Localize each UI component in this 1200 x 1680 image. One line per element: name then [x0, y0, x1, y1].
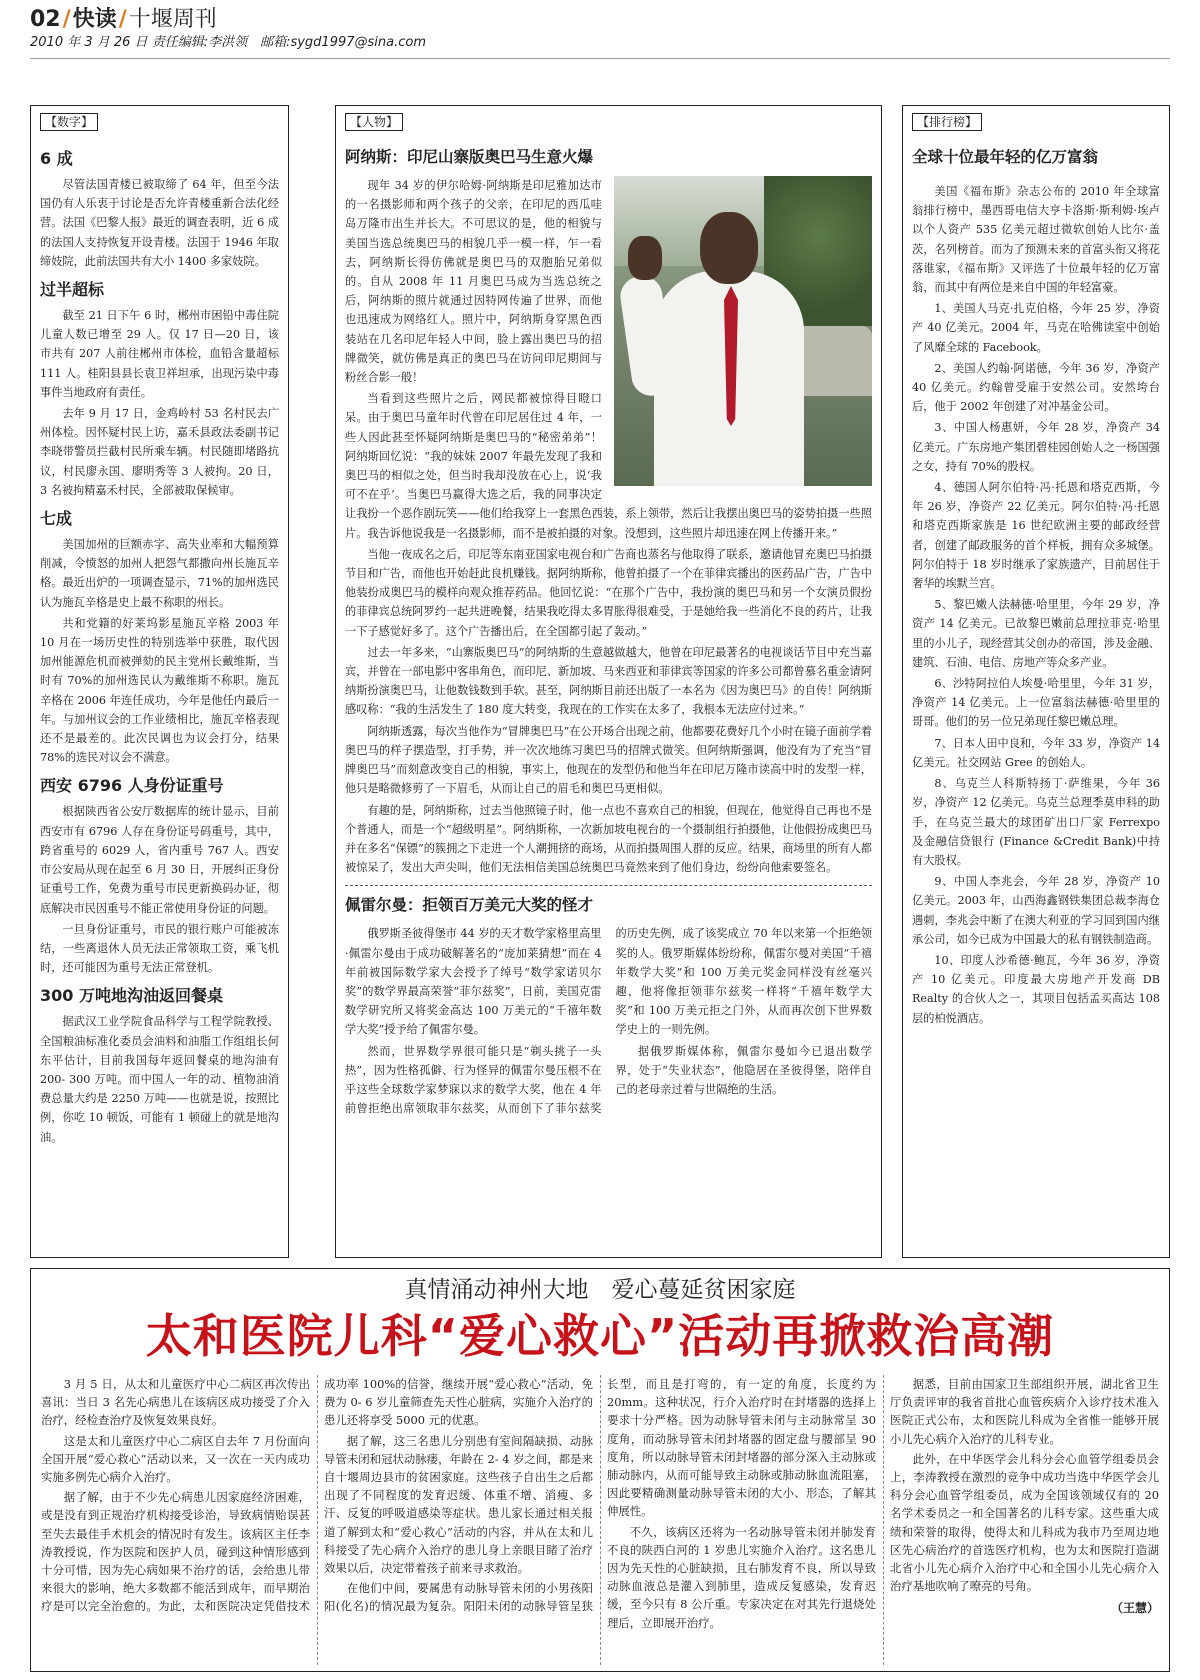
hospital-feature — [30, 1268, 1170, 1672]
news-photo — [614, 176, 872, 486]
paragraph: 8、乌克兰人科斯特扬丁·萨维果，今年 36 岁，净资产 12 亿美元。乌克兰总理季莫申科的助手，在乌克兰最大的球团矿出口厂家 Ferrexpo 及金融信贷银行 (Finance &Credit Bank)中持有大股权。 — [912, 777, 1160, 867]
people-column — [335, 105, 882, 1258]
paragraph: 5、黎巴嫩人法赫德·哈里里，今年 29 岁，净资产 14 亿美元。已故黎巴嫩前总理拉菲克·哈里里的小儿子，现经营其父创办的帝国，涉及金融、建筑、石油、电信、房地产等众多产业。 — [912, 598, 1160, 669]
paragraph: 3、中国人杨惠妍，今年 28 岁，净资产 34 亿美元。广东房地产集团碧桂园创始人之一杨国强之女，持有 70%的股权。 — [912, 421, 1160, 473]
paragraph: 尽管法国青楼已被取缔了 64 年，但至今法国仍有人乐衷于讨论是否允许青楼重新合法化经营。法国《巴黎人报》最近的调查表明，近 6 成的法国人支持恢复开设青楼。法国于 1946 年取缔妓院，此前法国共有大小 1400 多家妓院。 — [40, 178, 279, 268]
paragraph: 当看到这些照片之后，网民都被惊得目瞪口呆。由于奥巴马童年时代曾在印尼居住过 4 年，一些人因此甚至怀疑阿纳斯是奥巴马的“秘密弟弟”！阿纳斯回忆说：“我的妹妹 2007 年最先发现了我和奥巴马的相似之处，但当时我却没放在心上，说‘我可不在乎’。当奥巴马赢得大选之后，我的同事决定让我扮一个恶作剧玩笑——他们给我穿上一套黑色西装，系上领带，然后让我摆出奥巴马的姿势拍摄一些照片。我告诉他说我是一名摄影师，而不是被拍摄的对象。没想到，这些照片却迅速在网上传播开来。” — [345, 392, 872, 540]
item-headline: 300 万吨地沟油返回餐桌 — [40, 986, 223, 1006]
section-tag: 【数字】 — [40, 113, 98, 131]
paragraph: 去年 9 月 17 日，金鸡岭村 53 名村民去广州体检。因怀疑村民上访，嘉禾县政法委副书记李晓带警员拦截村民所乘车辆。村民随即堵路抗议，村民廖永国、廖明秀等 3 人被拘。20 日，3 名被拘精嘉禾村民，全部被取保候审。 — [40, 407, 279, 497]
ranking-headline: 全球十位最年轻的亿万富翁 — [912, 148, 1099, 166]
paragraph: 2、美国人约翰·阿诺德，今年 36 岁，净资产 40 亿美元。约翰曾受雇于安然公司。安然垮台后，他于 2002 年创建了对冲基金公司。 — [912, 361, 1160, 414]
author-byline: （王慧） — [1110, 1601, 1159, 1616]
item-headline: 6 成 — [40, 149, 73, 168]
paragraph: 在他们中间，要属患有动脉导管未闭的小男孩阳阳(化名)的情况最为复杂。阳阳未闭的动脉导管呈狭长型，而且是打弯的，有一定的角度，长度约为 20mm。这种状况，行介入治疗时在封堵器的选择上要求十分严格。因为动脉导管未闭与主动脉常呈 30 度角，而动脉导管未闭封堵器的固定盘与腰部呈 90 度角，所以动脉导管未闭封堵器的部分深入主动脉或肺动脉内，从而可能导致主动脉或肺动脉血流阻塞，因此要精确测量动脉导管未闭的大小、形态，了解其伸展性。 — [324, 1377, 876, 1614]
item-headline: 西安 6796 人身份证重号 — [40, 776, 224, 796]
ranking-content — [912, 140, 1160, 1249]
paragraph: 当他一夜成名之后，印尼等东南亚国家电视台和广告商也蒸名与他取得了联系，邀请他冒充奥巴马拍摄节目和广告，而他也开始赶此良机赚钱。据阿纳斯称，他曾拍摄了一个在菲律宾播出的医药品广告，广告中他装扮成奥巴马的模样向观众推荐药品。他回忆说：“在那个广告中，我扮演的奥巴马和另一个女演员假扮的菲律宾总统阿罗约一起共进晚餐，结果我吃得太多胃胀得很难受，于是她给我一些消化不良的药片，让我一下子感觉好多了。这个广告播出后，在全国都引起了轰动。” — [345, 547, 872, 638]
issue-info: 2010 年 3 月 26 日 责任编辑:李洪领 邮箱:sygd1997@sina.com — [30, 35, 426, 50]
paragraph: 7、日本人田中良和，今年 33 岁，净资产 14 亿美元。社交网站 Gree 的创始人。 — [912, 736, 1160, 769]
paragraph: 有趣的是，阿纳斯称，过去当他照镜子时，他一点也不喜欢自己的相貌，但现在，他觉得自己再也不是个普通人，而是一个“超级明星”。阿纳斯称，一次新加坡电视台的一个摄制组行拍摄他，让他假扮成奥巴马并在多名“保镖”的簇拥之下走进一个人潮拥挤的商场，从而拍摄周围人群的反应。结果，商场里的所有人都被惊呆了，发出大声尖叫，他们无法相信美国总统奥巴马竟然来到了他们身边，纷纷向他索要签名。 — [345, 803, 872, 875]
ranking-column — [902, 105, 1170, 1258]
paragraph: 不久，该病区还将为一名动脉导管未闭并肺发育不良的陕西白河的 1 岁患儿实施介入治疗。这名患儿因为先天性的心脏缺损，且右肺发育不良，所以导致动脉血液总是灌入到肺里，造成反复感染，发育迟缓，至今只有 8 公斤重。专家决定在对其先行退烧处理后，立即展开治疗。 — [607, 1524, 876, 1630]
story-divider — [345, 885, 872, 886]
paragraph: 截至 21 日下午 6 时，郴州市困铅中毒住院儿童人数已增至 29 人。仅 17 日—20 日，该市共有 207 人前往郴州市体检，血铅含量超标 111 人。桂阳县县长袁卫祥坦承，出现污染中毒事件当地政府有责任。 — [40, 309, 279, 399]
section-tag: 【排行榜】 — [912, 113, 982, 131]
feature-headline: 太和医院儿科“爱心救心”活动再掀救治高潮 — [145, 1309, 1055, 1363]
feature-subtitle: 真情涌动神州大地 爱心蔓延贫困家庭 — [404, 1277, 796, 1303]
numbers-column — [30, 105, 289, 1258]
feature-body — [41, 1375, 1159, 1665]
paragraph: 9、中国人李兆会，今年 28 岁，净资产 10 亿美元。2003 年，山西海鑫钢铁集团总裁李海仓遇刺，李兆会中断了在澳大利亚的学习回到国内继承公司，如今已成为中国最大的私有钢铁制造商。 — [912, 875, 1160, 946]
paragraph: 阿纳斯透露，每次当他作为“冒牌奥巴马”在公开场合出现之前，他都要花费好几个小时在镜子面前学着奥巴马的样子摆造型，打手势，并一次次地练习奥巴马的招牌式微笑。但阿纳斯强调，他没有为了充当“冒牌奥巴马”而刻意改变自己的相貌，事实上，他现在的发型仍和他当年在印尼万隆市读高中时的发型一样，他只是略微修剪了一下眉毛，从而让自己的眉毛和奥巴马更相似。 — [345, 724, 872, 796]
paragraph: 据俄罗斯媒体称，佩雷尔曼如今已退出数学界，处于“失业状态”，他隐居在圣彼得堡，陪伴自己的老母亲过着与世隔绝的生活。 — [615, 1044, 872, 1096]
people-content — [345, 140, 872, 1249]
paragraph: 然而，世界数学界很可能只是“剃头挑子一头热”，因为性格孤僻、行为怪异的佩雷尔曼压根不在乎这些全球数学家梦寐以求的数学大奖，他在 4 年前曾拒绝出席领取菲尔兹奖，从而创下了菲尔兹奖的历史先例，成了该奖成立 70 年以来第一个拒绝领奖的人。俄罗斯媒体纷纷称，佩雷尔曼对美国“千禧年数学大奖”和 100 万美元奖金同样没有丝毫兴趣，他将像拒领菲尔兹奖一样将“千禧年数学大奖”和 100 万美元拒之门外，从而再次创下世界数学史上的一则先例。 — [345, 927, 872, 1116]
section-name: 快读 — [72, 7, 117, 32]
paragraph: 4、德国人阿尔伯特·冯·托恩和塔克西斯，今年 26 岁，净资产 22 亿美元。阿尔伯特·冯·托恩和塔克西斯家族是 16 世纪欧洲主要的邮政经营者，创建了邮政服务的首个样板，拥有众多城堡。阿尔伯特于 18 岁时继承了家族遗产，目前居住于奢华的埃默兰宫。 — [912, 481, 1160, 591]
paragraph: 据了解，这三名患儿分别患有室间隔缺损、动脉导管未闭和冠状动脉瘘，年龄在 2- 4 岁之间，都是来自十堰周边县市的贫困家庭。这些孩子自出生之后都出现了不同程度的发育迟缓、体重不增、消瘦、多汗、反复的呼吸道感染等症状。患儿家长通过相关报道了解到太和“爱心救心”活动的内容，并从在太和儿科接受了先心病介入治疗的患儿身上亲眼目睹了治疗效果以后，决定带着孩子前来寻求救治。 — [324, 1433, 593, 1576]
paragraph: 据悉，目前由国家卫生部组织开展，湖北省卫生厅负责评审的我省首批心血管疾病介入诊疗技术准入医院正式公布，太和医院儿科成为全省惟一能够开展小儿先心病介入治疗的儿科专业。 — [890, 1377, 1159, 1446]
paragraph: 10、印度人沙希德·鲍瓦，今年 36 岁，净资产 10 亿美元。印度最大房地产开发商 DB Realty 的合伙人之一，其项目包括孟买高达 108 层的柏悦酒店。 — [912, 953, 1160, 1025]
item-headline: 七成 — [40, 509, 73, 529]
paragraph: 根据陕西省公安厅数据库的统计显示，目前西安市有 6796 人存在身份证号码重号，其中，跨省重号的 6029 人，省内重号 767 人。西安市公安局从现在起至 6 月 30 日，开展纠正身份证重号工作，免费为重号市民更新换码办证，彻底解决市民因重号不能正常使用身份证的问题。 — [40, 805, 279, 915]
story-headline: 佩雷尔曼：拒领百万美元大奖的怪才 — [345, 896, 594, 915]
story-headline: 阿纳斯：印尼山寨版奥巴马生意火爆 — [345, 148, 594, 166]
ranking-body — [912, 182, 1160, 1028]
paragraph: 3 月 5 日，从太和儿童医疗中心二病区再次传出喜讯：当日 3 名先心病患儿在该病区成功接受了介入治疗，经检查治疗及恢复效果良好。 — [41, 1377, 310, 1428]
paragraph: 共和党籍的好莱坞影星施瓦辛格 2003 年 10 月在一场历史性的特别选举中获胜，取代因加州能源危机而被弹劾的民主党州长戴维斯，当时有 70%的加州选民认为戴维斯不称职。施瓦辛格在 2006 年连任成功，今年是他任内最后一年。与加州议会的工作业绩相比，施瓦辛格表现还不是最差的。此次民调也为议会打分，结果 78%的选民对议会不满意。 — [40, 616, 279, 765]
paragraph: 据了解，由于不少先心病患儿因家庭经济困难，或是没有到正规治疗机构接受诊治，导致病情贻误甚至失去最佳手术机会的情况时有发生。该病区主任李涛教授说，作为医院和医护人员，碰到这种情形感到十分可惜，因为先心病如果不治疗的话，会给患儿带来很大的影响，绝大多数都不能活到成年，而早期治疗是可以完全治愈的。为此，太和医院决定凭借技术成功率 100%的信誉，继续开展“爱心救心”活动，免费为 0- 6 岁儿童筛查先天性心脏病，实施介入治疗的患儿还将享受 5000 元的优惠。 — [41, 1377, 593, 1614]
section-tag: 【人物】 — [345, 113, 403, 131]
page-number: 02 — [30, 7, 61, 32]
paragraph: 据武汉工业学院食品科学与工程学院教授、全国粮油标准化委员会油料和油脂工作组组长何东平估计，目前我国每年返回餐桌的地沟油有 200- 300 万吨。而中国人一年的动、植物油消费总量大约是 2250 万吨——也就是说，按照比例，你吃 10 顿饭，可能有 1 顿碰上的就是地沟油。 — [40, 1015, 279, 1144]
separator: / — [62, 7, 71, 32]
paragraph: 美国加州的巨额赤字、高失业率和大幅预算削减，令愤怒的加州人把怨气都撒向州长施瓦辛格。最近出炉的一项调查显示，71%的加州选民认为施瓦辛格是史上最不称职的州长。 — [40, 538, 279, 609]
separator: / — [118, 7, 127, 32]
paragraph: 现年 34 岁的伊尔哈姆·阿纳斯是印尼雅加达市的一名摄影师和两个孩子的父亲，在印尼的西瓜哇岛万隆市出生并长大。不可思议的是，他的相貌与美国当选总统奥巴马的相貌几乎一模一样，乍一看去，阿纳斯长得仿佛就是奥巴马的双胞胎兄弟似的。自从 2008 年 11 月奥巴马成为当选总统之后，阿纳斯的照片就通过因特网传遍了世界，而他也迅速成为网络红人。照片中，阿纳斯身穿黑色西装站在几名印尼年轻人中间，脸上露出奥巴马的招牌微笑，就仿佛是真正的奥巴马在访问印尼期间与粉丝合影一般！ — [345, 179, 602, 385]
paragraph: 此外，在中华医学会儿科分会心血管学组委员会上，李涛教授在激烈的竞争中成功当选中华医学会儿科分会心血管学组委员，成为全国该领域仅有的 20 名学术委员之一和全国著名的儿科专家。这些重大成绩和荣誉的取得，使得太和儿科成为我市乃至周边地区先心病治疗的首选医疗机构，也为太和医院打造湖北省小儿先心病介入治疗中心和全国小儿先心病介入治疗基地吹响了嘹亮的号角。 — [890, 1451, 1159, 1594]
paragraph: 过去一年多来，“山寨版奥巴马”的阿纳斯的生意越做越大，他曾在印尼最著名的电视谈话节目中充当嘉宾，并曾在一部电影中客串角色，而印尼、新加坡、马来西亚和菲律宾等国家的许多公司都曾慕名重金请阿纳斯扮演奥巴马，让他数钱数到手软。甚至，阿纳斯目前还出版了一本名为《因为奥巴马》的自传！阿纳斯感叹称：“我的生活发生了 180 度大转变，我现在的工作实在太多了，我根本无法应付过来。” — [345, 645, 872, 717]
numbers-content — [40, 140, 279, 1249]
story-body — [345, 924, 872, 1118]
paragraph: 俄罗斯圣彼得堡市 44 岁的天才数学家格里高里·佩雷尔曼由于成功破解著名的“庞加莱猜想”而在 4 年前被国际数学家大会授予了绰号“数学家诺贝尔奖”的数学界最高荣誉“菲尔兹奖”，日前，美国克雷数学研究所又将奖金高达 100 万美元的“千禧年数学大奖”授予给了佩雷尔曼。 — [345, 927, 602, 1037]
paragraph: 美国《福布斯》杂志公布的 2010 年全球富翁排行榜中，墨西哥电信大亨卡洛斯·斯利姆·埃卢以个人资产 535 亿美元超过微软创始人比尔·盖茨，名列榜首。而为了预测未来的首富头衔又将花落谁家，《福布斯》又评选了十位最年轻的亿万富翁，而其中有两位是来自中国的年轻富豪。 — [912, 185, 1160, 295]
item-headline: 过半超标 — [40, 280, 105, 300]
page-heading — [30, 6, 1170, 34]
masthead — [30, 6, 1170, 52]
paragraph: 1、美国人马克·扎克伯格，今年 25 岁，净资产 40 亿美元。2004 年，马克在哈佛读室中创始了风靡全球的 Facebook。 — [912, 302, 1160, 354]
paper-name: 十堰周刊 — [128, 7, 217, 32]
paragraph: 一旦身份证重号，市民的银行账户可能被冻结，一些离退休人员无法正常领取工资，乘飞机时，还可能因为重号无法正常登机。 — [40, 922, 279, 975]
paragraph: 6、沙特阿拉伯人埃曼·哈里里，今年 31 岁，净资产 14 亿美元。上一位富翁法赫德·哈里里的哥哥。他们的另一位兄弟现任黎巴嫩总理。 — [912, 677, 1160, 729]
header-rule — [30, 58, 1170, 59]
paragraph: 这是太和儿童医疗中心二病区自去年 7 月份面向全国开展“爱心救心”活动以来，又一次在一天内成功实施多例先心病介入治疗。 — [41, 1433, 310, 1485]
